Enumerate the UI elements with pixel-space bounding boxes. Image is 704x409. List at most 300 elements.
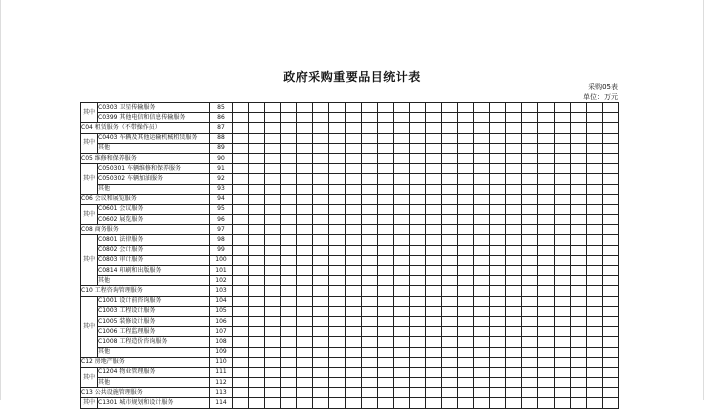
value-cell xyxy=(522,357,538,367)
value-cell xyxy=(425,103,441,113)
category-label: C06 会议和展览服务 xyxy=(81,194,210,204)
value-cell xyxy=(265,174,281,184)
value-cell xyxy=(233,306,249,316)
value-cell xyxy=(345,276,361,286)
value-cell xyxy=(233,388,249,398)
value-cell xyxy=(458,103,474,113)
value-cell xyxy=(425,337,441,347)
value-cell xyxy=(313,174,329,184)
value-cell xyxy=(586,378,602,388)
value-cell xyxy=(297,398,313,408)
value-cell xyxy=(522,133,538,143)
value-cell xyxy=(425,204,441,214)
value-cell xyxy=(281,204,297,214)
value-cell xyxy=(538,327,554,337)
value-cell xyxy=(393,296,409,306)
value-cell xyxy=(313,204,329,214)
value-cell xyxy=(393,113,409,123)
value-cell xyxy=(297,388,313,398)
value-cell xyxy=(522,327,538,337)
value-cell xyxy=(377,204,393,214)
value-cell xyxy=(281,113,297,123)
value-cell xyxy=(425,378,441,388)
value-cell xyxy=(329,266,345,276)
row-number: 93 xyxy=(210,184,233,194)
value-cell xyxy=(602,103,618,113)
value-cell xyxy=(345,164,361,174)
value-cell xyxy=(425,286,441,296)
value-cell xyxy=(602,398,618,408)
value-cell xyxy=(554,255,570,265)
value-cell xyxy=(329,367,345,377)
table-row xyxy=(81,388,619,398)
value-cell xyxy=(297,204,313,214)
value-cell xyxy=(490,143,506,153)
value-cell xyxy=(377,255,393,265)
value-cell xyxy=(554,286,570,296)
table-row xyxy=(81,296,619,306)
table-row xyxy=(81,103,619,113)
value-cell xyxy=(297,327,313,337)
value-cell xyxy=(265,306,281,316)
value-cell xyxy=(490,255,506,265)
value-cell xyxy=(393,327,409,337)
value-cell xyxy=(554,337,570,347)
value-cell xyxy=(297,357,313,367)
value-cell xyxy=(586,113,602,123)
value-cell xyxy=(602,164,618,174)
value-cell xyxy=(554,103,570,113)
value-cell xyxy=(361,276,377,286)
category-label: C05 维修和保养服务 xyxy=(81,153,210,163)
value-cell xyxy=(458,194,474,204)
table-row xyxy=(81,316,619,326)
value-cell xyxy=(554,378,570,388)
value-cell xyxy=(538,194,554,204)
value-cell xyxy=(361,184,377,194)
value-cell xyxy=(586,296,602,306)
value-cell xyxy=(586,225,602,235)
value-cell xyxy=(602,123,618,133)
value-cell xyxy=(538,133,554,143)
value-cell xyxy=(570,306,586,316)
row-number: 106 xyxy=(210,316,233,326)
value-cell xyxy=(409,388,425,398)
value-cell xyxy=(345,174,361,184)
item-label: C1006 工程监理服务 xyxy=(98,327,210,337)
value-cell xyxy=(458,337,474,347)
item-label: C1008 工程造价咨询服务 xyxy=(98,337,210,347)
value-cell xyxy=(265,347,281,357)
value-cell xyxy=(233,245,249,255)
value-cell xyxy=(442,204,458,214)
value-cell xyxy=(506,276,522,286)
row-number: 95 xyxy=(210,204,233,214)
item-label: C0303 卫星传输服务 xyxy=(98,103,210,113)
table-row xyxy=(81,215,619,225)
value-cell xyxy=(602,184,618,194)
value-cell xyxy=(554,174,570,184)
value-cell xyxy=(490,194,506,204)
value-cell xyxy=(522,245,538,255)
value-cell xyxy=(586,266,602,276)
value-cell xyxy=(506,184,522,194)
value-cell xyxy=(458,306,474,316)
value-cell xyxy=(345,123,361,133)
value-cell xyxy=(249,235,265,245)
value-cell xyxy=(474,266,490,276)
value-cell xyxy=(393,215,409,225)
value-cell xyxy=(313,123,329,133)
value-cell xyxy=(233,347,249,357)
value-cell xyxy=(538,266,554,276)
value-cell xyxy=(474,174,490,184)
value-cell xyxy=(442,215,458,225)
value-cell xyxy=(249,357,265,367)
value-cell xyxy=(570,286,586,296)
value-cell xyxy=(554,357,570,367)
table-row xyxy=(81,286,619,296)
value-cell xyxy=(602,316,618,326)
value-cell xyxy=(329,296,345,306)
value-cell xyxy=(265,388,281,398)
table-row xyxy=(81,123,619,133)
value-cell xyxy=(297,194,313,204)
value-cell xyxy=(570,103,586,113)
row-number: 100 xyxy=(210,255,233,265)
value-cell xyxy=(281,296,297,306)
value-cell xyxy=(425,276,441,286)
value-cell xyxy=(458,245,474,255)
value-cell xyxy=(554,245,570,255)
value-cell xyxy=(490,215,506,225)
value-cell xyxy=(377,306,393,316)
value-cell xyxy=(329,245,345,255)
group-label: 其中 xyxy=(81,103,98,123)
row-number: 89 xyxy=(210,143,233,153)
value-cell xyxy=(249,255,265,265)
category-label: C10 工程咨询管理服务 xyxy=(81,286,210,296)
value-cell xyxy=(377,103,393,113)
value-cell xyxy=(233,184,249,194)
value-cell xyxy=(281,174,297,184)
row-number: 94 xyxy=(210,194,233,204)
value-cell xyxy=(474,306,490,316)
value-cell xyxy=(265,367,281,377)
value-cell xyxy=(281,388,297,398)
value-cell xyxy=(442,103,458,113)
value-cell xyxy=(281,357,297,367)
value-cell xyxy=(345,347,361,357)
value-cell xyxy=(281,225,297,235)
value-cell xyxy=(474,388,490,398)
value-cell xyxy=(393,306,409,316)
value-cell xyxy=(586,306,602,316)
value-cell xyxy=(377,296,393,306)
value-cell xyxy=(522,194,538,204)
scan-edge-left xyxy=(0,0,1,400)
value-cell xyxy=(345,306,361,316)
value-cell xyxy=(474,113,490,123)
value-cell xyxy=(329,204,345,214)
value-cell xyxy=(522,266,538,276)
value-cell xyxy=(538,347,554,357)
row-number: 90 xyxy=(210,153,233,163)
value-cell xyxy=(249,174,265,184)
row-number: 107 xyxy=(210,327,233,337)
category-label: C04 租赁服务（不带操作员） xyxy=(81,123,210,133)
value-cell xyxy=(281,276,297,286)
value-cell xyxy=(393,133,409,143)
value-cell xyxy=(329,113,345,123)
value-cell xyxy=(506,266,522,276)
value-cell xyxy=(329,123,345,133)
value-cell xyxy=(313,388,329,398)
value-cell xyxy=(554,133,570,143)
item-label: 其他 xyxy=(98,184,210,194)
value-cell xyxy=(570,367,586,377)
value-cell xyxy=(361,245,377,255)
value-cell xyxy=(442,316,458,326)
value-cell xyxy=(265,225,281,235)
value-cell xyxy=(490,204,506,214)
value-cell xyxy=(249,143,265,153)
value-cell xyxy=(361,296,377,306)
value-cell xyxy=(233,255,249,265)
value-cell xyxy=(409,113,425,123)
value-cell xyxy=(249,123,265,133)
value-cell xyxy=(233,164,249,174)
value-cell xyxy=(313,143,329,153)
value-cell xyxy=(586,347,602,357)
value-cell xyxy=(409,153,425,163)
value-cell xyxy=(329,153,345,163)
value-cell xyxy=(297,113,313,123)
value-cell xyxy=(538,255,554,265)
value-cell xyxy=(297,378,313,388)
value-cell xyxy=(538,204,554,214)
value-cell xyxy=(506,113,522,123)
value-cell xyxy=(442,153,458,163)
value-cell xyxy=(329,286,345,296)
value-cell xyxy=(233,316,249,326)
value-cell xyxy=(442,337,458,347)
value-cell xyxy=(377,113,393,123)
value-cell xyxy=(249,398,265,408)
value-cell xyxy=(393,337,409,347)
value-cell xyxy=(522,255,538,265)
value-cell xyxy=(554,215,570,225)
item-label: C0803 审计服务 xyxy=(98,255,210,265)
value-cell xyxy=(602,174,618,184)
value-cell xyxy=(490,235,506,245)
value-cell xyxy=(297,316,313,326)
value-cell xyxy=(554,276,570,286)
value-cell xyxy=(265,255,281,265)
value-cell xyxy=(409,103,425,113)
value-cell xyxy=(361,153,377,163)
value-cell xyxy=(506,327,522,337)
value-cell xyxy=(297,184,313,194)
value-cell xyxy=(442,378,458,388)
value-cell xyxy=(329,174,345,184)
table-row xyxy=(81,378,619,388)
value-cell xyxy=(361,194,377,204)
value-cell xyxy=(490,266,506,276)
value-cell xyxy=(506,235,522,245)
value-cell xyxy=(233,266,249,276)
item-label: C0601 会议服务 xyxy=(98,204,210,214)
row-number: 103 xyxy=(210,286,233,296)
value-cell xyxy=(538,388,554,398)
value-cell xyxy=(393,357,409,367)
value-cell xyxy=(506,296,522,306)
value-cell xyxy=(345,327,361,337)
value-cell xyxy=(409,225,425,235)
row-number: 105 xyxy=(210,306,233,316)
value-cell xyxy=(281,337,297,347)
value-cell xyxy=(361,398,377,408)
value-cell xyxy=(393,225,409,235)
value-cell xyxy=(345,184,361,194)
value-cell xyxy=(329,194,345,204)
value-cell xyxy=(313,296,329,306)
value-cell xyxy=(409,276,425,286)
group-label: 其中 xyxy=(81,204,98,224)
value-cell xyxy=(490,174,506,184)
value-cell xyxy=(490,133,506,143)
value-cell xyxy=(393,398,409,408)
value-cell xyxy=(474,215,490,225)
table-row xyxy=(81,306,619,316)
value-cell xyxy=(425,306,441,316)
value-cell xyxy=(313,164,329,174)
value-cell xyxy=(393,103,409,113)
value-cell xyxy=(474,103,490,113)
value-cell xyxy=(554,123,570,133)
value-cell xyxy=(602,306,618,316)
value-cell xyxy=(281,103,297,113)
value-cell xyxy=(377,378,393,388)
value-cell xyxy=(265,215,281,225)
value-cell xyxy=(554,153,570,163)
value-cell xyxy=(602,143,618,153)
value-cell xyxy=(442,286,458,296)
value-cell xyxy=(265,398,281,408)
value-cell xyxy=(425,245,441,255)
value-cell xyxy=(458,123,474,133)
value-cell xyxy=(458,225,474,235)
value-cell xyxy=(329,337,345,347)
value-cell xyxy=(522,235,538,245)
value-cell xyxy=(329,143,345,153)
value-cell xyxy=(570,398,586,408)
value-cell xyxy=(345,367,361,377)
value-cell xyxy=(490,337,506,347)
value-cell xyxy=(522,113,538,123)
value-cell xyxy=(281,164,297,174)
value-cell xyxy=(490,103,506,113)
value-cell xyxy=(442,194,458,204)
value-cell xyxy=(538,398,554,408)
value-cell xyxy=(522,316,538,326)
value-cell xyxy=(442,276,458,286)
value-cell xyxy=(570,235,586,245)
value-cell xyxy=(281,215,297,225)
value-cell xyxy=(313,215,329,225)
item-label: 其他 xyxy=(98,378,210,388)
value-cell xyxy=(602,133,618,143)
value-cell xyxy=(249,378,265,388)
value-cell xyxy=(586,367,602,377)
value-cell xyxy=(442,388,458,398)
value-cell xyxy=(233,286,249,296)
item-label: C1204 物业管理服务 xyxy=(98,367,210,377)
value-cell xyxy=(538,143,554,153)
value-cell xyxy=(377,235,393,245)
value-cell xyxy=(554,235,570,245)
value-cell xyxy=(345,316,361,326)
value-cell xyxy=(345,357,361,367)
value-cell xyxy=(442,306,458,316)
value-cell xyxy=(474,327,490,337)
value-cell xyxy=(570,296,586,306)
value-cell xyxy=(377,367,393,377)
value-cell xyxy=(281,153,297,163)
value-cell xyxy=(393,255,409,265)
value-cell xyxy=(361,266,377,276)
value-cell xyxy=(554,266,570,276)
value-cell xyxy=(506,245,522,255)
value-cell xyxy=(249,225,265,235)
value-cell xyxy=(538,164,554,174)
row-number: 85 xyxy=(210,103,233,113)
value-cell xyxy=(506,357,522,367)
value-cell xyxy=(458,378,474,388)
value-cell xyxy=(265,123,281,133)
value-cell xyxy=(233,153,249,163)
value-cell xyxy=(490,378,506,388)
value-cell xyxy=(233,398,249,408)
value-cell xyxy=(474,123,490,133)
value-cell xyxy=(281,398,297,408)
value-cell xyxy=(249,276,265,286)
value-cell xyxy=(361,164,377,174)
value-cell xyxy=(361,388,377,398)
value-cell xyxy=(586,235,602,245)
value-cell xyxy=(442,398,458,408)
value-cell xyxy=(442,174,458,184)
value-cell xyxy=(409,398,425,408)
value-cell xyxy=(361,286,377,296)
value-cell xyxy=(345,378,361,388)
value-cell xyxy=(297,337,313,347)
value-cell xyxy=(281,316,297,326)
row-number: 92 xyxy=(210,174,233,184)
value-cell xyxy=(377,347,393,357)
value-cell xyxy=(522,296,538,306)
row-number: 110 xyxy=(210,357,233,367)
category-label: C13 公共设施管理服务 xyxy=(81,388,210,398)
value-cell xyxy=(570,225,586,235)
item-label: C0802 会计服务 xyxy=(98,245,210,255)
value-cell xyxy=(265,276,281,286)
value-cell xyxy=(602,245,618,255)
value-cell xyxy=(329,133,345,143)
value-cell xyxy=(313,113,329,123)
value-cell xyxy=(425,153,441,163)
value-cell xyxy=(409,123,425,133)
